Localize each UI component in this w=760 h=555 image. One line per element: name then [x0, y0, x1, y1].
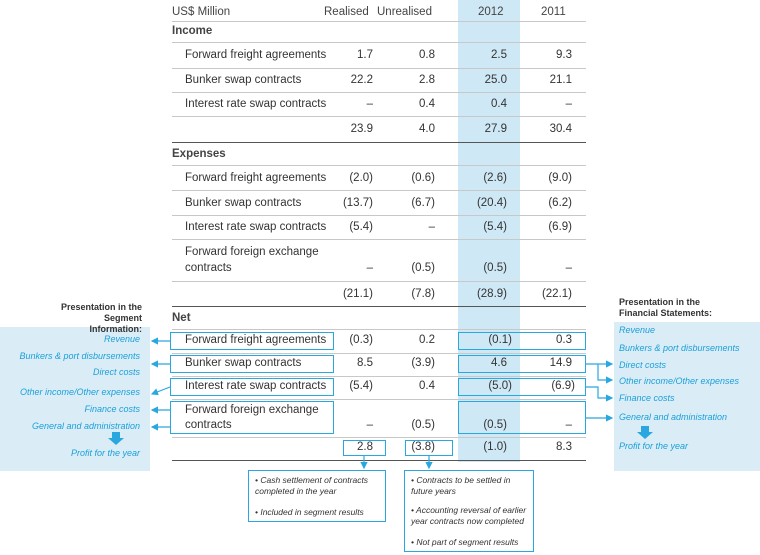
- income-ffa-realised: 1.7: [357, 49, 373, 61]
- income-bunker-2011: 21.1: [549, 74, 572, 86]
- expenses-ffa-2011: (9.0): [548, 172, 572, 184]
- net-fx-2011: –: [565, 419, 572, 431]
- unrealised-note-line2: future years: [411, 486, 456, 496]
- net-fx-unrealised: (0.5): [411, 419, 435, 431]
- expenses-heading: Expenses: [172, 148, 226, 160]
- expenses-ffa-unrealised: (0.6): [411, 172, 435, 184]
- net-ffa-label: Forward freight agreements: [185, 334, 327, 346]
- expenses-irs-2012: (5.4): [483, 221, 507, 233]
- income-total-2012: 27.9: [484, 123, 507, 135]
- fs-title-line2: Financial Statements:: [619, 308, 713, 318]
- segment-other-income: Other income/Other expenses: [19, 387, 140, 397]
- year-2012-header: 2012: [478, 6, 504, 18]
- expenses-ffa-label: Forward freight agreements: [185, 172, 327, 184]
- net-ffa-2012: (0.1): [488, 334, 512, 346]
- income-ffa-2011: 9.3: [556, 49, 572, 61]
- income-heading: Income: [172, 25, 213, 37]
- arrow-to-segment-other-income: [152, 387, 170, 394]
- fs-bunkers: Bunkers & port disbursements: [619, 343, 740, 353]
- net-ffa-realised: (0.3): [349, 334, 373, 346]
- expenses-total-unrealised: (7.8): [411, 288, 435, 300]
- expenses-ffa-realised: (2.0): [349, 172, 373, 184]
- expenses-fx-2011: –: [565, 262, 572, 274]
- income-irs-label: Interest rate swap contracts: [185, 98, 327, 110]
- expenses-bunker-2012: (20.4): [476, 197, 507, 209]
- net-bunker-unrealised: (3.9): [411, 357, 435, 369]
- net-fx-realised: –: [366, 419, 373, 431]
- net-total-unrealised: (3.8): [411, 441, 435, 453]
- net-irs-2012: (5.0): [488, 380, 512, 392]
- fs-general-admin: General and administration: [619, 412, 728, 422]
- segment-revenue: Revenue: [103, 334, 140, 344]
- income-total-realised: 23.9: [350, 123, 373, 135]
- net-fx-2012: (0.5): [483, 419, 507, 431]
- unrealised-note-line4: year contracts now completed: [411, 516, 524, 526]
- expenses-fx-2012: (0.5): [483, 262, 507, 274]
- unrealised-header: Unrealised: [377, 6, 432, 18]
- realised-note-line2: completed in the year: [255, 486, 337, 496]
- unit-header: US$ Million: [172, 6, 231, 18]
- income-bunker-label: Bunker swap contracts: [185, 74, 302, 86]
- expenses-bunker-unrealised: (6.7): [411, 197, 435, 209]
- expenses-total-2012: (28.9): [476, 288, 507, 300]
- income-ffa-2012: 2.5: [491, 49, 507, 61]
- income-ffa-unrealised: 0.8: [419, 49, 435, 61]
- expenses-fx-realised: –: [366, 262, 373, 274]
- segment-profit: Profit for the year: [70, 448, 140, 458]
- net-ffa-2011: 0.3: [556, 334, 572, 346]
- expenses-ffa-2012: (2.6): [483, 172, 507, 184]
- segment-title-line2: Segment Information:: [89, 313, 142, 334]
- expenses-total-realised: (21.1): [342, 288, 373, 300]
- expenses-fx-label-2: contracts: [185, 262, 232, 274]
- expenses-bunker-2011: (6.2): [548, 197, 572, 209]
- net-heading: Net: [172, 312, 191, 324]
- net-total-2011: 8.3: [556, 441, 572, 453]
- segment-bunkers: Bunkers & port disbursements: [19, 351, 140, 361]
- realised-header: Realised: [324, 6, 369, 18]
- unrealised-note-line3: • Accounting reversal of earlier: [411, 505, 527, 515]
- income-bunker-unrealised: 2.8: [419, 74, 435, 86]
- income-irs-2012: 0.4: [491, 98, 507, 110]
- unrealised-note-line1: • Contracts to be settled in: [411, 475, 511, 485]
- expenses-irs-unrealised: –: [428, 221, 435, 233]
- net-fx-label-1: Forward foreign exchange: [185, 404, 319, 416]
- expenses-irs-realised: (5.4): [349, 221, 373, 233]
- fs-title-line1: Presentation in the: [619, 297, 701, 307]
- fs-other-income: Other income/Other expenses: [619, 376, 740, 386]
- down-arrow-icon: [108, 432, 124, 445]
- fs-revenue: Revenue: [619, 325, 656, 335]
- segment-title-line1: Presentation in the: [60, 302, 142, 312]
- net-bunker-realised: 8.5: [357, 357, 373, 369]
- fs-finance-costs: Finance costs: [619, 393, 675, 403]
- expenses-bunker-realised: (13.7): [342, 197, 373, 209]
- arrow-to-fs-finance: [586, 387, 612, 398]
- down-arrow-icon: [637, 426, 653, 439]
- income-bunker-2012: 25.0: [484, 74, 507, 86]
- income-irs-realised: –: [366, 98, 373, 110]
- income-bunker-realised: 22.2: [350, 74, 373, 86]
- expenses-fx-label-1: Forward foreign exchange: [185, 246, 319, 258]
- income-total-2011: 30.4: [549, 123, 572, 135]
- expenses-irs-2011: (6.9): [548, 221, 572, 233]
- income-irs-2011: –: [565, 98, 572, 110]
- segment-finance-costs: Finance costs: [84, 404, 140, 414]
- net-bunker-2012: 4.6: [491, 357, 507, 369]
- arrow-to-fs-direct-costs: [586, 364, 612, 380]
- expenses-irs-label: Interest rate swap contracts: [185, 221, 327, 233]
- unrealised-note-line5: • Not part of segment results: [411, 537, 519, 547]
- fs-direct-costs: Direct costs: [619, 360, 667, 370]
- net-bunker-label: Bunker swap contracts: [185, 357, 302, 369]
- realised-note-line3: • Included in segment results: [255, 507, 364, 517]
- income-irs-unrealised: 0.4: [419, 98, 435, 110]
- realised-note-line1: • Cash settlement of contracts: [255, 475, 369, 485]
- expenses-fx-unrealised: (0.5): [411, 262, 435, 274]
- net-fx-label-2: contracts: [185, 419, 232, 431]
- year-2011-header: 2011: [541, 6, 566, 18]
- net-irs-unrealised: 0.4: [419, 380, 435, 392]
- segment-direct-costs: Direct costs: [92, 367, 140, 377]
- income-ffa-label: Forward freight agreements: [185, 49, 327, 61]
- net-total-2012: (1.0): [483, 441, 507, 453]
- net-bunker-2011: 14.9: [549, 357, 572, 369]
- net-irs-2011: (6.9): [551, 380, 575, 392]
- segment-general-admin: General and administration: [31, 421, 140, 431]
- fs-profit: Profit for the year: [619, 441, 689, 451]
- net-total-realised: 2.8: [357, 441, 373, 453]
- expenses-total-2011: (22.1): [541, 288, 572, 300]
- income-total-unrealised: 4.0: [419, 123, 435, 135]
- net-irs-label: Interest rate swap contracts: [185, 380, 327, 392]
- expenses-bunker-label: Bunker swap contracts: [185, 197, 302, 209]
- net-irs-realised: (5.4): [349, 380, 373, 392]
- net-ffa-unrealised: 0.2: [419, 334, 435, 346]
